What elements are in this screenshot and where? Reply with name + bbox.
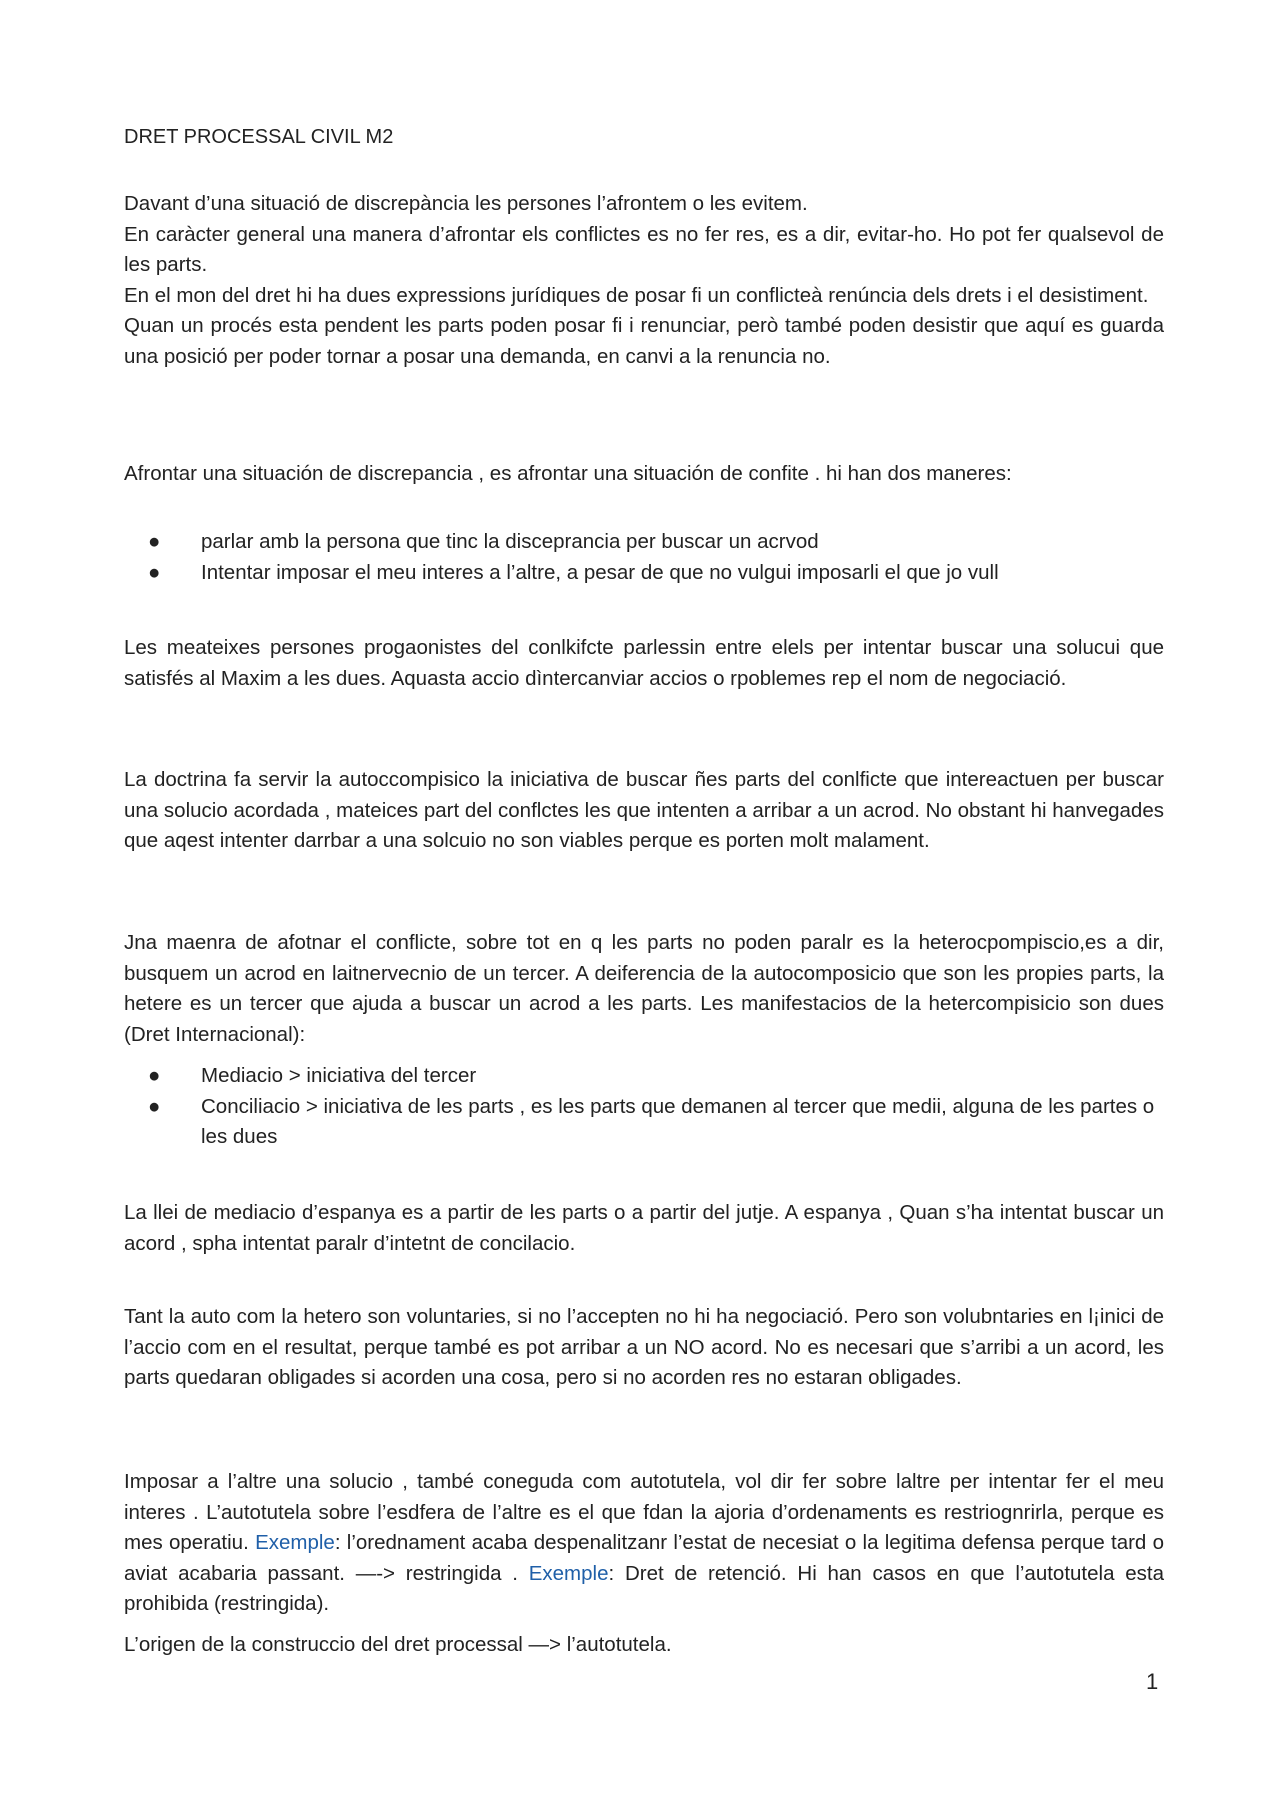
discrepancy-paragraph: Afrontar una situación de discrepancia , es afrontar una situación de confite . hi han dos maneres: <box>124 462 1012 485</box>
list-item-text: Intentar imposar el meu interes a l’altre, a pesar de que no vulgui imposarli el que jo vull <box>201 560 999 584</box>
bullet-icon: ● <box>148 1064 161 1087</box>
autocomposition-paragraph: La doctrina fa servir la autoccompisico la iniciativa de buscar ñes parts del conlficte que intereactuen per buscar una solucio acordada , mateices part del conflctes les que intenten a arribar a un acrod. No obstant hi hanvegades que aqest intenter darrbar a una solcuio no son viables perque es porten molt malament. <box>124 768 1164 853</box>
intro-line: En caràcter general una manera d’afrontar els conflictes es no fer res, es a dir, evitar-ho. Ho pot fer qualsevol de les parts. <box>124 222 1164 277</box>
bullet-list-ways <box>124 527 1164 588</box>
negotiation-paragraph: Les meateixes persones progaonistes del conlkifcte parlessin entre elels per intentar buscar una solucui que satisfés al Maxim a les dues. Aquasta accio dìntercanviar accios o rpoblemes rep el nom de negociació. <box>124 636 1164 690</box>
bullet-icon: ● <box>148 530 161 553</box>
list-item <box>124 527 1164 558</box>
page-number: 1 <box>1146 1669 1159 1694</box>
list-item <box>124 1092 1164 1153</box>
intro-line: Quan un procés esta pendent les parts poden posar fi i renunciar, però també poden desistir que aquí es guarda una posició per poder tornar a posar una demanda, en canvi a la renuncia no. <box>124 314 1164 368</box>
list-item-text: Conciliacio > iniciativa de les parts , es les parts que demanen al tercer que medii, alguna de les partes o les dues <box>201 1094 1155 1149</box>
heterocomposition-paragraph: Jna maenra de afotnar el conflicte, sobre tot en q les parts no poden paralr es la heterocpompiscio,es a dir, busquem un acrod en laitnervecnio de un tercer. A deiferencia de la autocomposicio que son les propies parts, la hetere es un tercer que ajuda a buscar un acrod a les parts. Les manifestacios de la hetercompisicio son dues (Dret Internacional): <box>124 931 1164 1046</box>
autotutela-paragraph <box>124 1467 1164 1620</box>
list-item-text: parlar amb la persona que tinc la disceprancia per buscar un acrvod <box>201 530 819 553</box>
example-link[interactable]: Exemple <box>255 1531 335 1555</box>
list-item <box>124 1061 1164 1092</box>
intro-line: Davant d’una situació de discrepància les persones l’afrontem o les evitem. <box>124 192 808 215</box>
bullet-icon: ● <box>148 1094 161 1118</box>
autotutela-text: : Dret de retenció. Hi han casos en que l’autotutela esta prohibida (restringida). <box>124 1561 1164 1616</box>
intro-line: En el mon del dret hi ha dues expressions jurídiques de posar fi un conflicteà renúncia dels drets i el desistiment. <box>124 283 1149 307</box>
example-link[interactable]: Exemple <box>528 1561 609 1585</box>
mediation-law-paragraph: La llei de mediacio d’espanya es a partir de les parts o a partir del jutje. A espanya , Quan s’ha intentat buscar un acord , spha intentat paralr d’intetnt de concilacio. <box>124 1201 1164 1255</box>
bullet-list-manifestations <box>124 1061 1164 1153</box>
origin-paragraph: L’origen de la construccio del dret processal —> l’autotutela. <box>124 1633 672 1656</box>
autotutela-text: : l’oredname​nt acaba despenalitzanr l’estat de necesiat o la legitima defensa perque tard o aviat acabaria passant. —-> restringida . <box>124 1531 1164 1585</box>
intro-paragraph <box>124 189 1164 373</box>
list-item-text: Mediacio > iniciativa del tercer <box>201 1064 477 1087</box>
autotutela-text: Imposar a l’altre una solucio , també coneguda com autotutela, vol dir fer sobre laltre per intentar fer el meu interes . L’autotutela sobre l’esdfera de l’altre es el que fdan la ajoria d’ordenaments es restriognrirla, perque es mes operatiu. <box>124 1470 1164 1555</box>
bullet-icon: ● <box>148 560 161 584</box>
document-title: DRET PROCESSAL CIVIL M2 <box>124 126 394 148</box>
list-item <box>124 558 1164 589</box>
voluntary-paragraph: Tant la auto com la hetero son voluntaries, si no l’accepten no hi ha negociació. Pero son volubntaries en l¡inici de l’accio com en el resultat, perque també es pot arribar a un NO acord. No es necesari que s’arribi a un acord, les parts quedaran obligades si acorden una cosa, pero si no acorden res no estaran obligades. <box>124 1305 1164 1390</box>
